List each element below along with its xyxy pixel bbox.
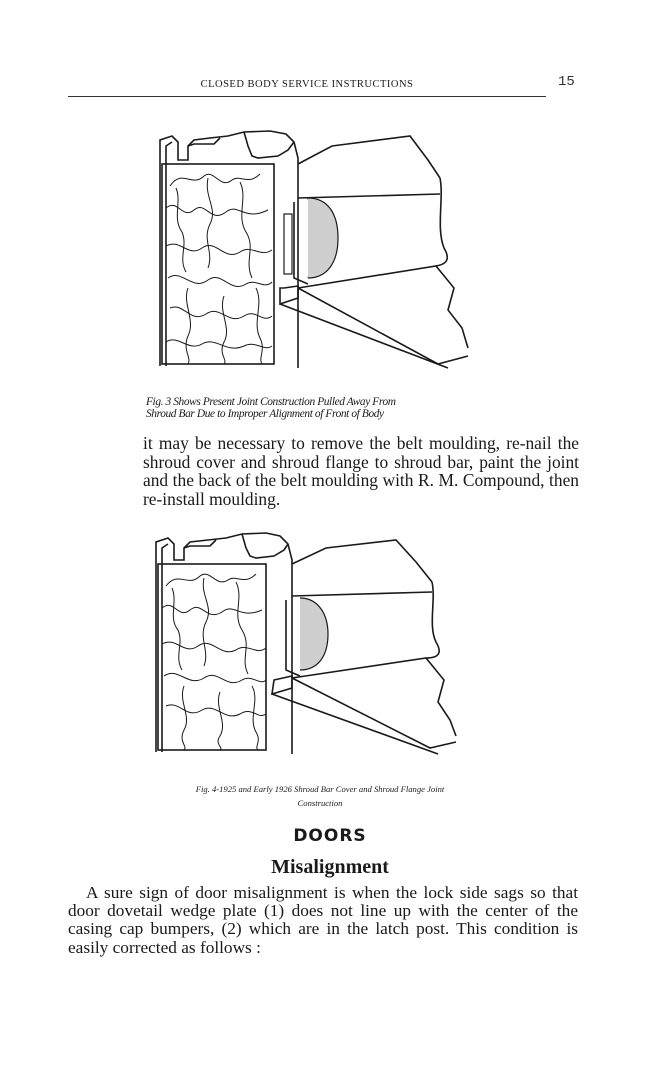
page-number: 15 bbox=[558, 74, 575, 90]
figure-4-caption-line2: Construction bbox=[297, 798, 343, 808]
section-subheading: Misalignment bbox=[271, 856, 389, 878]
figure-4-caption-line1: Fig. 4-1925 and Early 1926 Shroud Bar Cover and Shroud Flange Joint bbox=[195, 784, 445, 794]
figure-3-illustration bbox=[148, 128, 500, 378]
figure-4-caption bbox=[150, 782, 490, 810]
figure-3-caption bbox=[146, 396, 486, 420]
body-paragraph-1: it may be necessary to remove the belt moulding, re-nail the shroud cover and shroud flange to shroud bar, paint the joint and the back of the belt moulding with R. M. Compound, then re-install moulding. bbox=[143, 433, 579, 509]
body-paragraph-2: A sure sign of door misalignment is when the lock side sags so that door dovetail wedge plate (1) does not line up with the center of the casing cap bumpers, (2) which are in the latch post. This condition is easily corrected as follows : bbox=[68, 883, 578, 957]
figure-3-caption-line2: Shroud Bar Due to Improper Alignment of Front of Body bbox=[146, 408, 384, 420]
header-rule bbox=[68, 96, 546, 97]
section-heading: DOORS bbox=[293, 826, 367, 846]
figure-3-caption-line1: Fig. 3 Shows Present Joint Construction Pulled Away From bbox=[146, 396, 396, 408]
running-head: CLOSED BODY SERVICE INSTRUCTIONS bbox=[200, 79, 414, 90]
figure-4-illustration bbox=[148, 530, 478, 760]
